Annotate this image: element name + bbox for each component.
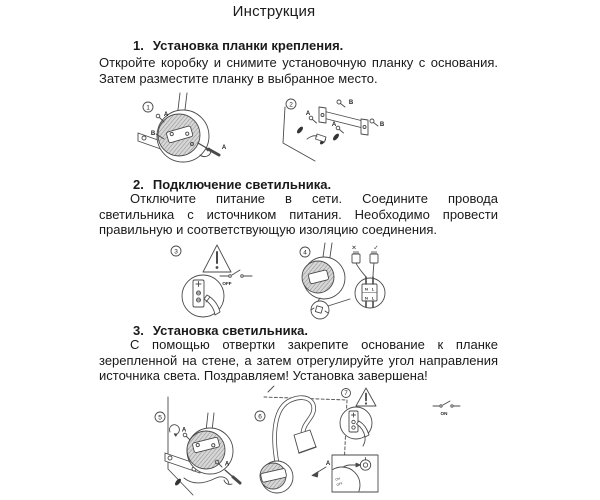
line-label: L — [371, 286, 375, 292]
part-label-a: A — [325, 461, 331, 467]
part-label-a: A — [305, 111, 311, 117]
part-label-b: B — [150, 131, 156, 137]
part-label-a: A — [221, 145, 227, 151]
step-number: 1 — [146, 104, 150, 112]
part-label-a: A — [331, 122, 337, 128]
step-number: 2 — [289, 101, 293, 109]
step-number: 3 — [174, 248, 178, 256]
section-2-paragraph — [99, 191, 498, 238]
wrong-mark: ✕ — [351, 245, 357, 252]
base-to-bar-mounting-diagram — [155, 397, 240, 495]
section-3-paragraph — [99, 337, 498, 384]
paragraph-line: Отключите питание в сети. Соедините провода — [130, 191, 498, 206]
step-number: 5 — [158, 414, 162, 422]
plug-correct-icon — [370, 252, 378, 278]
neutral-label: N — [365, 295, 368, 301]
mounting-bar-wall-diagram — [283, 99, 378, 161]
section-3-title: Установка светильника. — [152, 323, 308, 338]
paragraph-line: С помощью отвертки закрепите основание к планке — [130, 337, 498, 352]
on-label: ON — [440, 411, 448, 416]
section-1-number: 1. — [133, 38, 144, 53]
lamp-head — [294, 430, 316, 453]
mounting-bar — [323, 111, 363, 128]
part-label-a: A — [181, 427, 187, 434]
plug-wrong-icon — [352, 252, 366, 278]
section-1-paragraph — [99, 55, 498, 86]
figure-step-1 — [120, 85, 400, 175]
wall-anchor-icon — [296, 126, 304, 135]
section-1-title: Установка планки крепления. — [152, 38, 344, 53]
step-number: 4 — [303, 249, 307, 257]
section-2-title: Подключение светильника. — [152, 177, 332, 192]
part-label-a: A — [224, 461, 230, 468]
switch-off-icon — [220, 270, 252, 277]
lamp-base-removal-diagram — [138, 93, 219, 162]
figure-step-2 — [160, 240, 410, 320]
cable-connector-icon — [316, 134, 327, 142]
figure-step-3 — [140, 385, 470, 500]
off-label: OFF — [222, 281, 232, 286]
section-3-number: 3. — [133, 323, 144, 338]
document-title: Инструкция — [232, 3, 316, 20]
paragraph-line: Затем разместите планку в выбранное место. — [99, 70, 378, 86]
power-on-adjustment-diagram — [324, 388, 460, 500]
section-2-number: 2. — [133, 177, 144, 192]
wall-corner — [283, 107, 315, 161]
power-off-warning-diagram — [171, 245, 252, 317]
line-label: L — [371, 295, 375, 301]
screwdriver-icon — [224, 470, 240, 484]
lamp-tube — [323, 243, 332, 257]
section-1-heading — [133, 38, 343, 53]
rotate-arrow-icon — [169, 425, 179, 434]
wire-connection-diagram — [300, 243, 385, 319]
off-label-tiny: OFF — [335, 481, 344, 488]
neutral-label: N — [365, 286, 368, 292]
section-3-heading — [133, 323, 308, 338]
switch-on-icon — [433, 401, 460, 407]
paragraph-line: правильную и соответствующую изоляцию соединения. — [99, 222, 437, 237]
wall-anchor-icon — [332, 133, 340, 142]
on-label-tiny: ON — [334, 476, 341, 482]
paragraph-line: Откройте коробку и снимите установочную планку с основания. — [99, 55, 498, 70]
paragraph-line: зерепленной на стене, а затем отрегулируйте угол направления — [99, 352, 498, 368]
paragraph-line: источника света. Поздравляем! Установка завершена! — [99, 368, 428, 383]
power-cable — [184, 477, 229, 484]
part-label-a: A — [163, 112, 169, 118]
step-number: 6 — [258, 413, 262, 421]
step-number: 7 — [344, 391, 348, 398]
paragraph-line: светильника с источником питания. Необходимо провести — [99, 206, 498, 222]
correct-mark: ✓ — [373, 245, 379, 252]
part-label-b: B — [348, 100, 354, 106]
section-2-heading — [133, 177, 331, 192]
part-label-b: B — [379, 122, 385, 128]
